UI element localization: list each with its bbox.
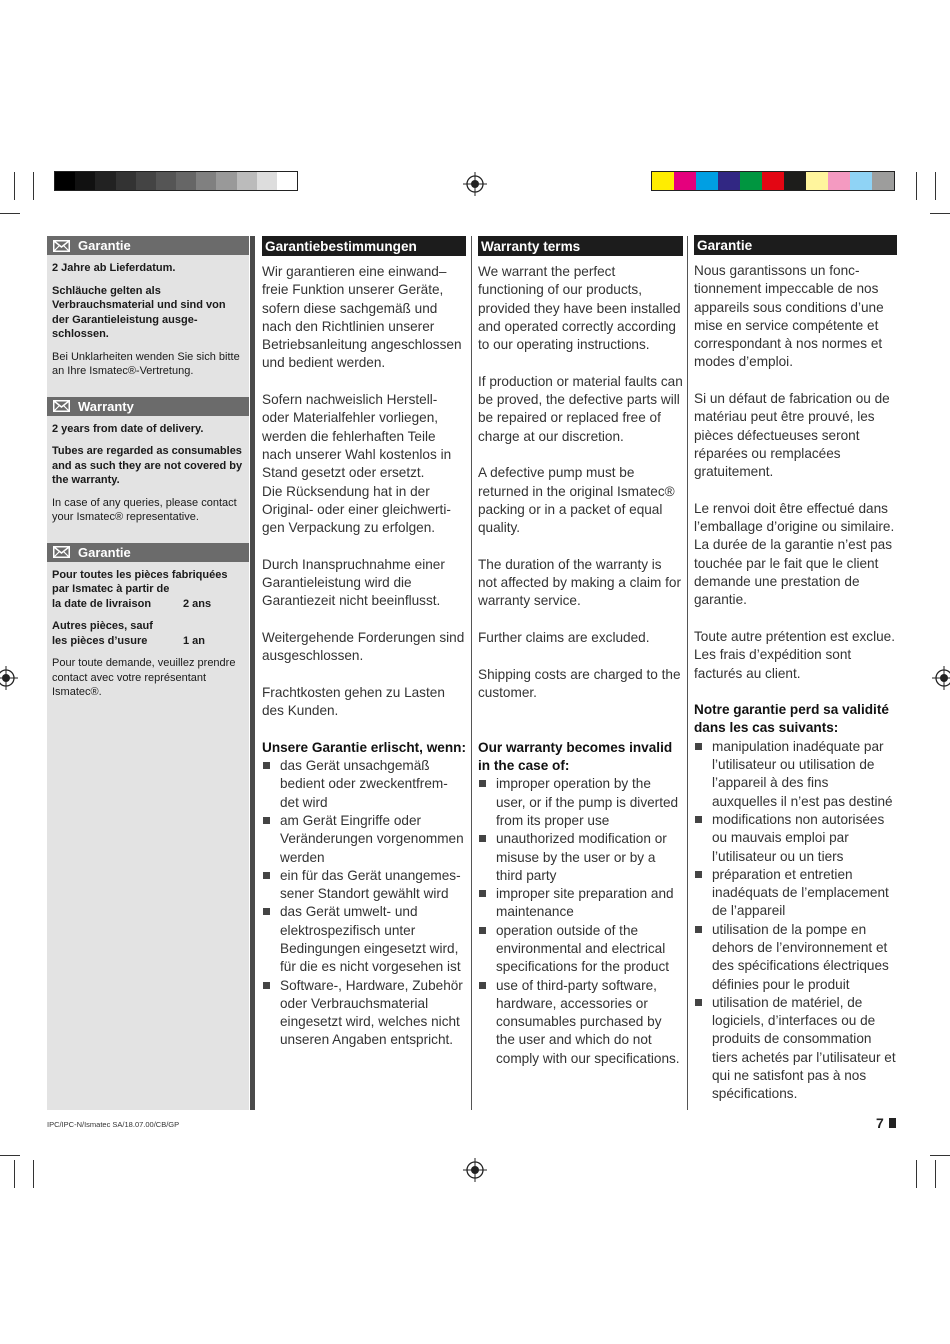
- sidebar-header-en: [47, 397, 249, 416]
- sidebar-fr-line2c: 1 an: [183, 634, 206, 647]
- list-item: utilisation de matériel, de logiciels, d’interfaces ou de produits de consommation tiers achetés par l’utilisateur et qui ne satisfont pas à nos spécifications.: [694, 994, 897, 1104]
- sidebar-header-de: [47, 236, 249, 255]
- en-paragraph-2: If production or material faults can be proved, the defective parts will be repaired or replaced free of charge at our discretion.: [478, 373, 683, 444]
- envelope-icon: [53, 546, 70, 558]
- color-swatch: [850, 172, 872, 190]
- list-item: ein für das Gerät unangemes- sener Standort gewählt wird: [262, 867, 466, 904]
- grayscale-swatch: [196, 172, 216, 190]
- list-item: utilisation de la pompe en dehors de l’environnement et des spécifications électriques définies pour le produit: [694, 921, 897, 994]
- color-swatch: [674, 172, 696, 190]
- registration-mark-icon: [0, 666, 18, 690]
- en-paragraph-1: We warrant the perfect functioning of our products, provided they have been installed and operated correctly according to our operating instructions.: [478, 264, 681, 353]
- sidebar-fr-line2: [52, 619, 244, 648]
- grayscale-swatch: [277, 172, 297, 190]
- list-item: unauthorized modification or misuse by the user or by a third party: [478, 830, 683, 885]
- sidebar-title-de: Garantie: [78, 238, 131, 253]
- column-divider: [687, 236, 688, 1110]
- list-item: improper operation by the user, or if the pump is diverted from its proper use: [478, 775, 683, 830]
- sidebar-fr-line3: Pour toute demande, veuillez prendre contact avec votre représentant Ismatec®.: [52, 657, 236, 698]
- page-marker: [889, 1118, 896, 1128]
- sidebar-fr-line1a: Pour toutes les pièces fabriquées par Ismatec à partir de: [52, 568, 228, 595]
- column-de: [262, 236, 466, 1050]
- sidebar-header-fr: [47, 543, 249, 562]
- color-swatch: [740, 172, 762, 190]
- de-paragraph-3: Durch Inanspruchnahme einer Garantieleistung wird die Garantiezeit nicht beeinflusst.: [262, 556, 445, 609]
- envelope-icon: [53, 240, 70, 252]
- en-paragraph-3: A defective pump must be returned in the original Ismatec® packing or in a packet of equal quality.: [478, 465, 675, 536]
- list-item: modifications non autorisées ou mauvais emploi par l’utilisateur ou un tiers: [694, 811, 897, 866]
- list-item: operation outside of the environmental and electrical specifications for the product: [478, 922, 683, 977]
- grayscale-bar: [54, 171, 298, 191]
- fr-paragraph-2: Si un défaut de fabrication ou de matériau peut être prouvé, les pièces défectueuses seront réparées ou remplacées gratuitement.: [694, 391, 890, 480]
- de-conditions-list: [262, 757, 466, 1050]
- column-divider: [471, 236, 472, 1110]
- list-item: manipulation inadéquate par l’utilisateur ou utilisation de l’appareil à des fins auxquelles il n’est pas destiné: [694, 738, 897, 811]
- grayscale-swatch: [136, 172, 156, 190]
- sidebar-en-line3: In case of any queries, please contact your Ismatec® representative.: [52, 496, 237, 523]
- grayscale-swatch: [116, 172, 136, 190]
- de-paragraph-2: Sofern nachweislich Herstell- oder Materialfehler vorliegen, werden die fehlerhaften Teile nach unserer Wahl kostenlos in Stand gesetzt oder ersetzt.: [262, 392, 452, 481]
- list-item: Software-, Hardware, Zubehör oder Verbrauchsmaterial eingesetzt wird, welches nicht unseren Angaben entspricht.: [262, 977, 466, 1050]
- list-item: use of third-party software, hardware, accessories or consumables purchased by the user and which do not comply with our specifications.: [478, 977, 683, 1068]
- sidebar-fr-line1: [52, 568, 244, 612]
- color-bar: [651, 171, 895, 191]
- grayscale-swatch: [75, 172, 95, 190]
- grayscale-swatch: [95, 172, 115, 190]
- sidebar-de-line3: Bei Unklarheiten wenden Sie sich bitte an Ihre Ismatec®-Vertretung.: [52, 350, 240, 377]
- fr-conditions-list: [694, 738, 897, 1104]
- list-item: préparation et entretien inadéquats de l’emplacement de l’appareil: [694, 866, 897, 921]
- color-swatch: [696, 172, 718, 190]
- color-swatch: [784, 172, 806, 190]
- registration-mark-icon: [932, 666, 950, 690]
- list-item: am Gerät Eingriffe oder Veränderungen vorgenommen werden: [262, 812, 466, 867]
- column-title-fr: Garantie: [694, 235, 897, 255]
- color-swatch: [828, 172, 850, 190]
- grayscale-swatch: [176, 172, 196, 190]
- grayscale-swatch: [156, 172, 176, 190]
- sidebar-divider: [250, 236, 255, 1110]
- grayscale-swatch: [216, 172, 236, 190]
- color-swatch: [652, 172, 674, 190]
- de-paragraph-5: Frachtkosten gehen zu Lasten des Kunden.: [262, 684, 445, 719]
- de-paragraph-1: Wir garantieren eine einwand– freie Funktion unserer Geräte, sofern diese sachgemäß und nach den Richtlinien unserer Betriebsanleitung angeschlossen und bedient werden.: [262, 264, 462, 371]
- de-conditions-heading: Unsere Garantie erlischt, wenn:: [262, 739, 466, 755]
- en-paragraph-5: Further claims are excluded.: [478, 629, 650, 645]
- registration-mark-icon: [463, 172, 487, 196]
- document-code: IPC/IPC-N/Ismatec SA/18.07.00/CB/GP: [47, 1120, 180, 1129]
- sidebar-body-de: [47, 255, 249, 391]
- column-title-en: Warranty terms: [478, 236, 683, 256]
- en-paragraph-6: Shipping costs are charged to the customer.: [478, 666, 681, 700]
- color-swatch: [718, 172, 740, 190]
- column-en: [478, 236, 683, 1068]
- color-swatch: [872, 172, 894, 190]
- color-swatch: [806, 172, 828, 190]
- sidebar-title-en: Warranty: [78, 398, 134, 414]
- color-swatch: [762, 172, 784, 190]
- registration-mark-icon: [463, 1158, 487, 1182]
- sidebar-en-line2: Tubes are regarded as consumables and as such they are not covered by the warranty.: [52, 445, 243, 486]
- list-item: das Gerät unsachgemäß bedient oder zweckentfrem- det wird: [262, 757, 466, 812]
- sidebar-fr-line2b: les pièces d’usure: [52, 634, 148, 647]
- page-number: 7: [876, 1115, 884, 1131]
- list-item: das Gerät umwelt- und elektrospezifisch unter Bedingungen eingesetzt wird, für die es nicht vorgesehen ist: [262, 903, 466, 976]
- envelope-icon: [53, 400, 70, 412]
- en-conditions-list: [478, 775, 683, 1068]
- en-paragraph-4: The duration of the warranty is not affected by making a claim for warranty service.: [478, 556, 682, 609]
- fr-conditions-heading: Notre garantie perd sa validité dans les cas suivants:: [694, 702, 889, 736]
- list-item: improper site preparation and maintenance: [478, 885, 683, 922]
- sidebar-en-line1: 2 years from date of delivery.: [52, 422, 204, 435]
- en-conditions-heading: Our warranty becomes invalid in the case of:: [478, 739, 673, 774]
- fr-paragraph-1: Nous garantissons un fonc- tionnement impeccable de nos appareils sous conditions d’une mise en service compétente et correspondant à nos normes et modes d’emploi.: [694, 263, 884, 370]
- sidebar-de-line2: Schläuche gelten als Verbrauchsmaterial und sind von der Garantieleistung ausge- schlossen.: [52, 284, 226, 340]
- fr-paragraph-3: Le renvoi doit être effectué dans l’emballage d’origine ou similaire. La durée de la garantie n’est pas touchée par le fait que le client demande une prestation de garantie.: [694, 500, 895, 608]
- sidebar-fr-line1c: 2 ans: [183, 597, 212, 610]
- de-paragraph-4: Weitergehende Forderungen sind ausgeschlossen.: [262, 629, 465, 664]
- sidebar-body-fr: [47, 562, 249, 712]
- column-title-de: Garantiebestimmungen: [262, 236, 466, 256]
- warranty-sidebar: [47, 236, 249, 1110]
- grayscale-swatch: [257, 172, 277, 190]
- grayscale-swatch: [55, 172, 75, 190]
- fr-paragraph-4: Toute autre prétention est exclue. Les frais d’expédition sont facturés au client.: [694, 628, 896, 681]
- column-fr: [694, 235, 897, 1104]
- grayscale-swatch: [237, 172, 257, 190]
- sidebar-fr-line2a: Autres pièces, sauf: [52, 620, 153, 632]
- sidebar-fr-line1b: la date de livraison: [52, 597, 152, 610]
- sidebar-de-line1: 2 Jahre ab Lieferdatum.: [52, 262, 176, 274]
- sidebar-body-en: [47, 416, 249, 537]
- sidebar-title-fr: Garantie: [78, 544, 131, 560]
- de-paragraph-2b: Die Rücksendung hat in der Original- oder einer gleichwerti- gen Verpackung zu erfolgen.: [262, 483, 451, 536]
